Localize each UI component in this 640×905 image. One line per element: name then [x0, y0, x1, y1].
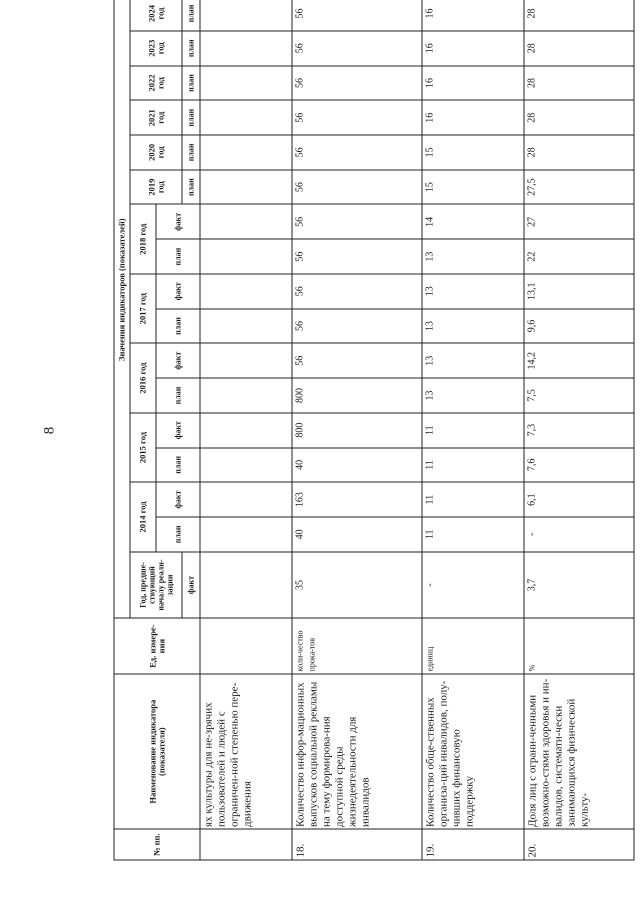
plan-value: 22	[524, 239, 634, 274]
fact-value: 56	[292, 205, 422, 240]
header-base-fact: факт	[182, 552, 200, 619]
fact-value	[200, 343, 292, 378]
base-year-value	[200, 552, 292, 619]
table-row	[292, 0, 422, 860]
header-year-2024: 2024 год	[130, 0, 182, 31]
plan-value	[200, 135, 292, 170]
header-fact: факт	[156, 413, 200, 448]
plan-value: 28	[524, 135, 634, 170]
fact-value: 13	[422, 343, 524, 378]
plan-value: 56	[292, 31, 422, 66]
plan-value: 16	[422, 0, 524, 31]
page-number: 8	[41, 426, 58, 435]
plan-value: 56	[292, 170, 422, 205]
plan-value	[200, 517, 292, 552]
header-year-2022: 2022 год	[130, 66, 182, 101]
fact-value	[200, 482, 292, 517]
plan-value: 40	[292, 517, 422, 552]
base-year-value: 35	[292, 552, 422, 619]
unit-cell: коли-чество прока-тов	[292, 618, 422, 674]
plan-value: 56	[292, 135, 422, 170]
header-plan: план	[156, 378, 200, 413]
plan-value: 9,6	[524, 309, 634, 344]
indicator-table	[114, 0, 635, 861]
plan-value	[200, 309, 292, 344]
header-plan: план	[156, 448, 200, 483]
indicator-name: Количество инфор-мационных выпусков социальной рекламы на тему формирова-ния доступной среды жизнедеятельности для инвалидов	[292, 674, 422, 830]
plan-value: 13	[422, 378, 524, 413]
indicator-name: Количество обще-ственных организа-ций инвалидов, полу-чивших финансовую поддержку	[422, 674, 524, 830]
header-year-2014: 2014 год	[130, 482, 156, 551]
plan-value: -	[524, 517, 634, 552]
plan-value: 16	[422, 100, 524, 135]
header-year-2015: 2015 год	[130, 413, 156, 482]
plan-value: 28	[524, 0, 634, 31]
header-fact: факт	[156, 205, 200, 240]
plan-value: 56	[292, 309, 422, 344]
unit-cell	[200, 618, 292, 674]
plan-value: 16	[422, 66, 524, 101]
fact-value	[200, 413, 292, 448]
plan-value: 15	[422, 135, 524, 170]
header-year-2019: 2019 год	[130, 170, 182, 205]
row-number: 19.	[422, 829, 524, 860]
plan-value: 56	[292, 0, 422, 31]
header-values-title: Значения индикаторов (показателей)	[114, 0, 130, 618]
header-plan-2020: план	[182, 135, 200, 170]
header-year-2017: 2017 год	[130, 274, 156, 343]
base-year-value: 3,7	[524, 552, 634, 619]
header-unit: Ед. измере-ния	[114, 618, 200, 674]
plan-value: 800	[292, 378, 422, 413]
header-fact: факт	[156, 482, 200, 517]
header-year-2020: 2020 год	[130, 135, 182, 170]
header-plan-2022: план	[182, 66, 200, 101]
header-year-2018: 2018 год	[130, 205, 156, 274]
row-number	[200, 829, 292, 860]
fact-value: 11	[422, 413, 524, 448]
header-year-2021: 2021 год	[130, 100, 182, 135]
fact-value: 56	[292, 274, 422, 309]
plan-value: 13	[422, 309, 524, 344]
header-fact: факт	[156, 274, 200, 309]
indicator-table-sheet	[114, 0, 640, 861]
header-name: Наименование индикатора (показателя)	[114, 674, 200, 830]
fact-value: 7,3	[524, 413, 634, 448]
plan-value	[200, 239, 292, 274]
indicator-name: ях культуры для не-зрячих пользователей и людей с ограничен-ной степенью пере-движения	[200, 674, 292, 830]
plan-value	[200, 66, 292, 101]
header-plan: план	[156, 309, 200, 344]
plan-value	[200, 448, 292, 483]
table-row	[200, 0, 292, 860]
plan-value: 27,5	[524, 170, 634, 205]
header-year-2023: 2023 год	[130, 31, 182, 66]
plan-value: 13	[422, 239, 524, 274]
fact-value: 13	[422, 274, 524, 309]
table-row	[422, 0, 524, 860]
fact-value	[200, 274, 292, 309]
header-no: № пп.	[114, 829, 200, 860]
header-plan-2019: план	[182, 170, 200, 205]
header-plan-2021: план	[182, 100, 200, 135]
plan-value	[200, 31, 292, 66]
fact-value: 11	[422, 482, 524, 517]
fact-value: 163	[292, 482, 422, 517]
plan-value: 15	[422, 170, 524, 205]
row-number: 18.	[292, 829, 422, 860]
header-year-2016: 2016 год	[130, 343, 156, 412]
fact-value: 27	[524, 205, 634, 240]
fact-value: 800	[292, 413, 422, 448]
header-plan-2023: план	[182, 31, 200, 66]
plan-value: 28	[524, 100, 634, 135]
plan-value: 11	[422, 517, 524, 552]
fact-value: 13,1	[524, 274, 634, 309]
row-number: 20.	[524, 829, 634, 860]
indicator-name: Доля лиц с ограни-ченными возможно-стями здоровья и ин-валидов, системати-чески занимающихся физической культу-	[524, 674, 634, 830]
plan-value: 7,6	[524, 448, 634, 483]
unit-cell: %	[524, 618, 634, 674]
fact-value: 14,2	[524, 343, 634, 378]
header-base-year: Год, предше-ствующий началу реали-зации	[130, 552, 182, 619]
plan-value	[200, 378, 292, 413]
header-plan-2024: план	[182, 0, 200, 31]
plan-value: 56	[292, 66, 422, 101]
plan-value	[200, 170, 292, 205]
fact-value: 14	[422, 205, 524, 240]
plan-value: 28	[524, 31, 634, 66]
plan-value: 56	[292, 100, 422, 135]
plan-value: 40	[292, 448, 422, 483]
plan-value	[200, 0, 292, 31]
plan-value: 7,5	[524, 378, 634, 413]
fact-value	[200, 205, 292, 240]
unit-cell: единиц	[422, 618, 524, 674]
plan-value	[200, 100, 292, 135]
fact-value: 56	[292, 343, 422, 378]
table-row	[524, 0, 634, 860]
base-year-value: -	[422, 552, 524, 619]
fact-value: 6,1	[524, 482, 634, 517]
plan-value: 11	[422, 448, 524, 483]
plan-value: 56	[292, 239, 422, 274]
plan-value: 28	[524, 66, 634, 101]
plan-value: 16	[422, 31, 524, 66]
header-fact: факт	[156, 343, 200, 378]
header-plan: план	[156, 517, 200, 552]
header-plan: план	[156, 239, 200, 274]
